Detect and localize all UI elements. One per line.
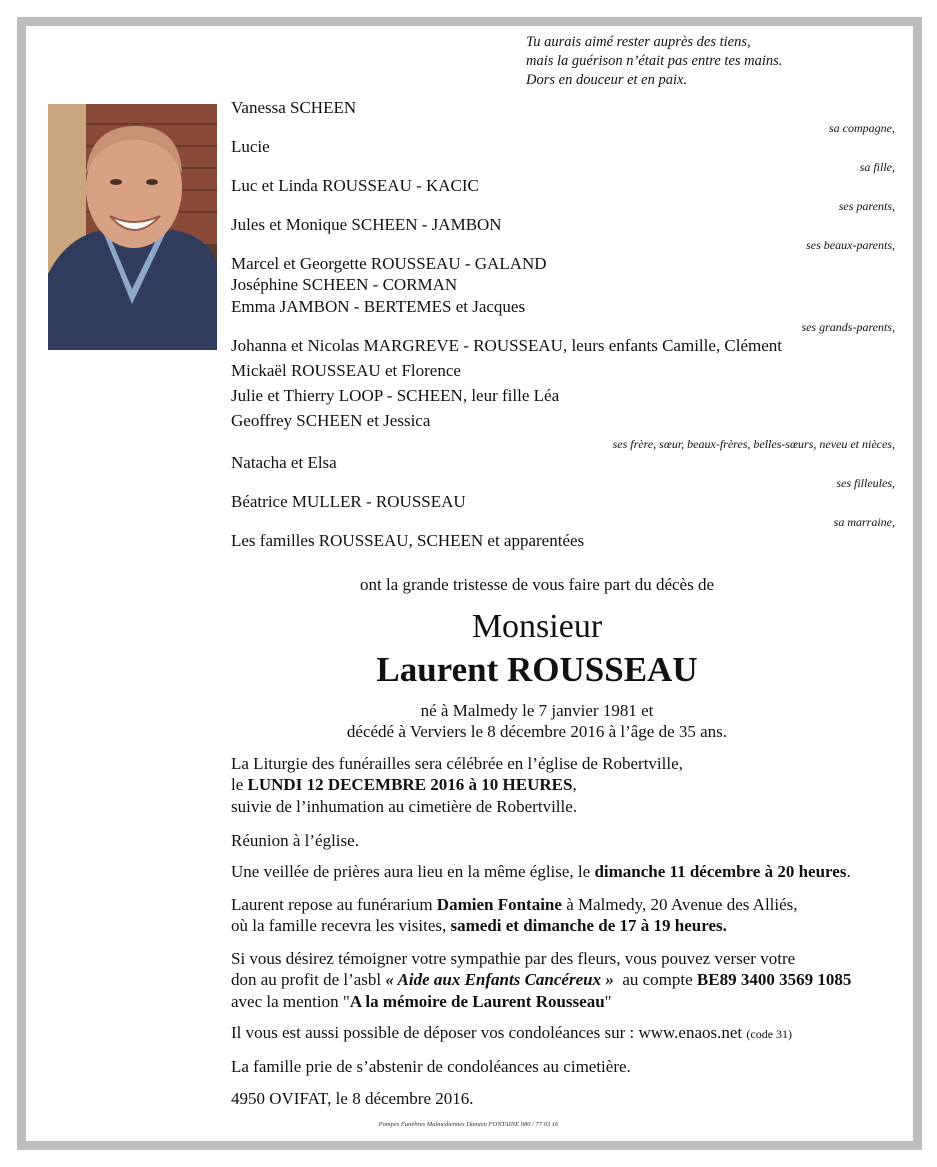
- text: ": [604, 992, 612, 1011]
- reunion-line: Réunion à l’église.: [231, 831, 359, 850]
- family-member-grandparents: Marcel et Georgette ROUSSEAU - GALAND: [231, 254, 547, 273]
- footer-credit: Pompes Funèbres Malmédiennes Damien FONTAINE 080 / 77 03 16: [378, 1121, 559, 1128]
- family-member-familles: Les familles ROUSSEAU, SCHEEN et apparentées: [231, 531, 585, 550]
- relation-label: ses grands-parents,: [801, 320, 895, 334]
- abstain-line: La famille prie de s’abstenir de condoléances au cimetière.: [231, 1057, 631, 1076]
- family-member-inlaws: Jules et Monique SCHEEN - JAMBON: [231, 215, 502, 234]
- family-member-filleules: Natacha et Elsa: [231, 453, 337, 472]
- code-note: (code 31): [746, 1027, 793, 1041]
- family-member-vanessa: Vanessa SCHEEN: [231, 98, 357, 117]
- family-member-grandparents: Emma JAMBON - BERTEMES et Jacques: [231, 297, 526, 316]
- family-member-marraine: Béatrice MULLER - ROUSSEAU: [231, 492, 466, 511]
- birth-line: né à Malmedy le 7 janvier 1981 et: [420, 701, 654, 720]
- condolences-line: [231, 1022, 792, 1045]
- text: ,: [572, 775, 577, 794]
- vigil-line: [231, 861, 851, 883]
- family-member-parents: Luc et Linda ROUSSEAU - KACIC: [231, 176, 479, 195]
- liturgy-line: La Liturgie des funérailles sera célébrée en l’église de Robertville,: [231, 754, 683, 773]
- deceased-name: Laurent ROUSSEAU: [376, 650, 698, 689]
- visits-line: [231, 915, 727, 937]
- family-member-siblings: Geoffrey SCHEEN et Jessica: [231, 411, 431, 430]
- family-member-grandparents: Joséphine SCHEEN - CORMAN: [231, 275, 458, 294]
- burial-line: suivie de l’inhumation au cimetière de Robertville.: [231, 797, 578, 816]
- relation-label: sa marraine,: [833, 515, 895, 529]
- announcement-lead: ont la grande tristesse de vous faire part du décès de: [359, 575, 715, 594]
- mention-text: A la mémoire de Laurent Rousseau: [349, 992, 605, 1011]
- death-line: décédé à Verviers le 8 décembre 2016 à l’âge de 35 ans.: [346, 722, 728, 741]
- text: à Malmedy, 20 Avenue des Alliés,: [561, 895, 798, 914]
- charity-name: « Aide aux Enfants Cancéreux »: [385, 970, 614, 989]
- relation-label: ses filleules,: [836, 476, 895, 490]
- poem-line: Tu aurais aimé rester auprès des tiens,: [526, 34, 751, 50]
- funeral-datetime: LUNDI 12 DECEMBRE 2016 à 10 HEURES: [247, 775, 573, 794]
- relation-label: ses frère, sœur, beaux-frères, belles-sœurs, neveu et nièces,: [612, 437, 895, 451]
- text: où la famille recevra les visites,: [231, 916, 451, 935]
- relation-label: sa fille,: [859, 160, 895, 174]
- text: Une veillée de prières aura lieu en la même église, le: [231, 862, 595, 881]
- portrait-photo: [48, 104, 217, 350]
- rest-line: [231, 894, 798, 916]
- relation-label: sa compagne,: [829, 121, 895, 135]
- poem: [526, 33, 782, 90]
- text: avec la mention ": [231, 992, 350, 1011]
- text: don au profit de l’asbl: [231, 970, 386, 989]
- visit-hours: samedi et dimanche de 17 à 19 heures.: [450, 916, 727, 935]
- donation-line: [231, 969, 851, 991]
- text: le: [231, 775, 248, 794]
- text: Laurent repose au funérarium: [231, 895, 437, 914]
- funeral-home: Damien Fontaine: [436, 895, 562, 914]
- relation-label: ses parents,: [838, 199, 895, 213]
- relation-label: ses beaux-parents,: [806, 238, 895, 252]
- poem-line: Dors en douceur et en paix.: [526, 72, 688, 88]
- vigil-datetime: dimanche 11 décembre à 20 heures: [594, 862, 847, 881]
- flowers-line: Si vous désirez témoigner votre sympathie par des fleurs, vous pouvez verser votre: [231, 949, 796, 968]
- poem-line: mais la guérison n’était pas entre tes mains.: [526, 53, 783, 69]
- family-member-siblings: Julie et Thierry LOOP - SCHEEN, leur fille Léa: [231, 386, 560, 405]
- liturgy-date: [231, 774, 577, 796]
- place-date: 4950 OVIFAT, le 8 décembre 2016.: [231, 1089, 474, 1108]
- text: Il vous est aussi possible de déposer vos condoléances sur : www.enaos.net: [231, 1023, 747, 1042]
- deceased-title: Monsieur: [471, 608, 603, 645]
- text: .: [846, 862, 851, 881]
- bank-account: BE89 3400 3569 1085: [696, 970, 852, 989]
- mention-line: [231, 991, 612, 1013]
- family-member-siblings: Mickaël ROUSSEAU et Florence: [231, 361, 461, 380]
- family-member-lucie: Lucie: [231, 137, 270, 156]
- birth-death-info: [137, 700, 937, 742]
- text: au compte: [613, 970, 697, 989]
- family-member-siblings: Johanna et Nicolas MARGREVE - ROUSSEAU, leurs enfants Camille, Clément: [231, 336, 783, 355]
